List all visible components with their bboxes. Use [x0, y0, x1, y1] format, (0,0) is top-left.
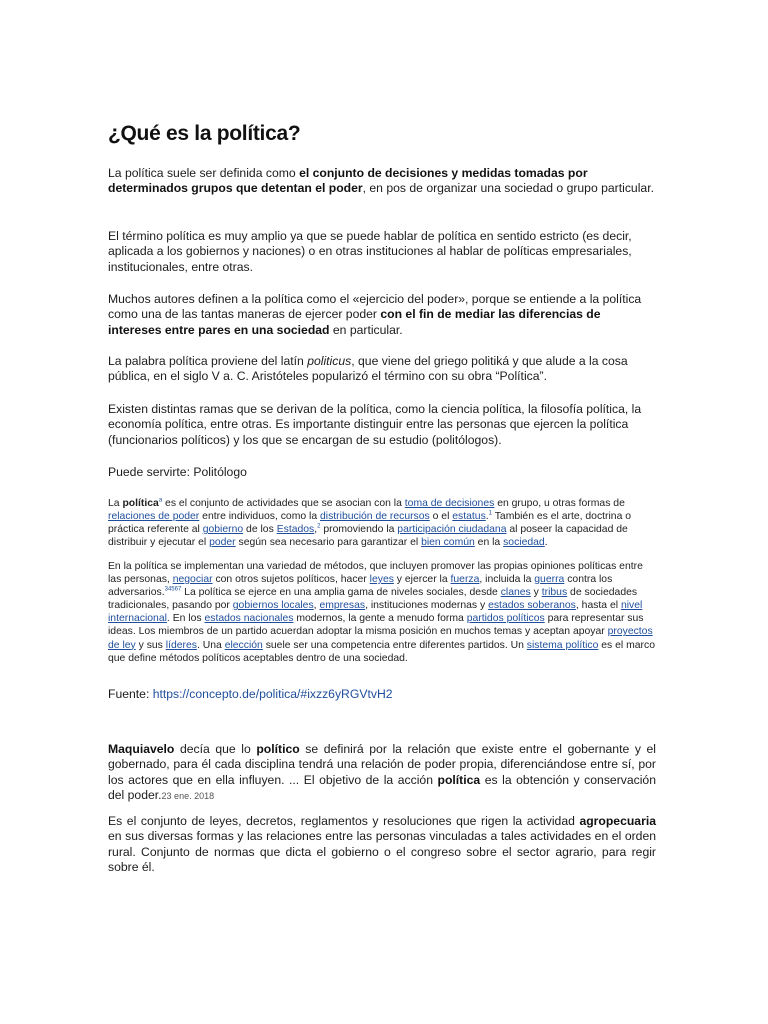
- link-relaciones-de-poder[interactable]: relaciones de poder: [108, 511, 200, 523]
- wiki-paragraph-definition: La política$^a$ es el conjunto de actividades que se asocian con la toma de decisiones en grupo, u otras formas de relaciones de poder entre individuos, como la distribución de recursos o el estatus.$^1$ También es el arte, doctrina o práctica referente al gobierno de los Estados,$^2$ promoviendo la participación ciudadana al poseer la capacidad de distribuir y ejecutar el poder según sea necesario para garantizar el bien común en la sociedad.: [108, 497, 632, 549]
- link-negociar[interactable]: negociar: [172, 574, 213, 586]
- link-fuerza[interactable]: fuerza: [450, 574, 480, 586]
- link-gobiernos-locales[interactable]: gobiernos locales: [232, 600, 314, 612]
- link-nivel-internacional[interactable]: nivel internacional: [108, 600, 643, 625]
- link-eleccion[interactable]: elección: [224, 639, 263, 651]
- link-estados[interactable]: Estados: [276, 524, 315, 536]
- link-participacion-ciudadana[interactable]: participación ciudadana: [397, 524, 507, 536]
- link-sociedad[interactable]: sociedad: [503, 537, 545, 549]
- link-empresas[interactable]: empresas: [319, 600, 366, 612]
- source-line: Fuente: https://concepto.de/politica/#ixzz6yRGVtvH2: [108, 687, 393, 701]
- paragraph-branches: Existen distintas ramas que se derivan de la política, como la ciencia política, la filosofía política, la economía política, entre otras. Es importante distinguir entre las personas que ejercen la política (funcionarios políticos) y los que se encargan de su estudio (politólogos).: [108, 402, 642, 447]
- link-tribus[interactable]: tribus: [541, 587, 568, 599]
- paragraph-see-also: Puede servirte: Politólogo: [108, 465, 247, 479]
- link-estados-nacionales[interactable]: estados nacionales: [204, 613, 294, 625]
- paragraph-scope: El término política es muy amplio ya que se puede hablar de política en sentido estricto (es decir, aplicada a los gobiernos y naciones) o en otras instituciones al hablar de políticas empresariales, institucionales, entre otras.: [108, 229, 632, 274]
- paragraph-power: Muchos autores definen a la política como el «ejercicio del poder», porque se entiende a la política como una de las tantas maneras de ejercer poder con el fin de mediar las diferencias de intereses entre pares en una sociedad en particular.: [108, 292, 642, 337]
- link-estatus[interactable]: estatus: [452, 511, 486, 523]
- paragraph-etymology: La palabra política proviene del latín politicus, que viene del griego politiká y que alude a la cosa pública, en el siglo V a. C. Aristóteles popularizó el término con su obra “Política”.: [108, 354, 628, 384]
- date-stamp: 23 ene. 2018: [161, 791, 215, 802]
- source-link[interactable]: https://concepto.de/politica/#ixzz6yRGVtvH2: [152, 687, 393, 701]
- paragraph-definition: La política suele ser definida como el conjunto de decisiones y medidas tomadas por determinados grupos que detentan el poder, en pos de organizar una sociedad o grupo particular.: [108, 166, 654, 196]
- footnote-1[interactable]: 1: [488, 510, 493, 517]
- paragraph-maquiavelo: Maquiavelo decía que lo político se definirá por la relación que existe entre el gobernante y el gobernado, para él cada disciplina tendrá una relación de poder propia, diferenciándose entre sí, por los actores que en ella influyen. ... El objetivo de la acción política es la obtención y conservación del poder.23 ene. 2018: [108, 742, 656, 803]
- link-estados-soberanos[interactable]: estados soberanos: [488, 600, 576, 612]
- link-guerra[interactable]: guerra: [534, 574, 565, 586]
- paragraph-agraria: Es el conjunto de leyes, decretos, reglamentos y resoluciones que rigen la actividad agropecuaria en sus diversas formas y las relaciones entre las personas vinculadas a tales actividades en el orden rural. Conjunto de normas que dicta el gobierno o el congreso sobre el sector agrario, para regir sobre él.: [108, 814, 656, 875]
- footnote-2[interactable]: 2: [317, 523, 321, 530]
- page-title: ¿Qué es la política?: [108, 122, 301, 145]
- link-clanes[interactable]: clanes: [500, 587, 531, 599]
- link-bien-comun[interactable]: bien común: [421, 537, 475, 549]
- link-sistema-politico[interactable]: sistema político: [526, 639, 599, 651]
- footnote-3-7[interactable]: 3​4​5​6​7: [164, 586, 182, 593]
- link-toma-de-decisiones[interactable]: toma de decisiones: [404, 498, 495, 509]
- link-distribucion-de-recursos[interactable]: distribución de recursos: [320, 511, 430, 523]
- link-leyes[interactable]: leyes: [369, 574, 394, 586]
- link-gobierno[interactable]: gobierno: [202, 524, 244, 536]
- footnote-a[interactable]: a: [158, 497, 163, 504]
- link-partidos-politicos[interactable]: partidos políticos: [466, 613, 545, 625]
- wiki-paragraph-methods: En la política se implementan una variedad de métodos, que incluyen promover las propias opiniones políticas entre las personas, negociar con otros sujetos políticos, hacer leyes y ejercer la fuerza, incluida la guerra contra los adversarios.$^{3​4​5​6​7}$ La política se ejerce en una amplia gama de niveles sociales, desde clanes y tribus de sociedades tradicionales, pasando por gobiernos locales, empresas, instituciones modernas y estados soberanos, hasta el nivel internacional. En los estados nacionales modernos, la gente a menudo forma partidos políticos para representar sus ideas. Los miembros de un partido acuerdan adoptar la misma posición en muchos temas y aceptan apoyar proyectos de ley y sus líderes. Una elección suele ser una competencia entre diferentes partidos. Un sistema político es el marco que define métodos políticos aceptables dentro de una sociedad.: [108, 561, 655, 664]
- link-poder[interactable]: poder: [209, 537, 236, 549]
- link-proyectos-de-ley[interactable]: proyectos de ley: [108, 626, 653, 651]
- link-lideres[interactable]: líderes: [165, 639, 197, 651]
